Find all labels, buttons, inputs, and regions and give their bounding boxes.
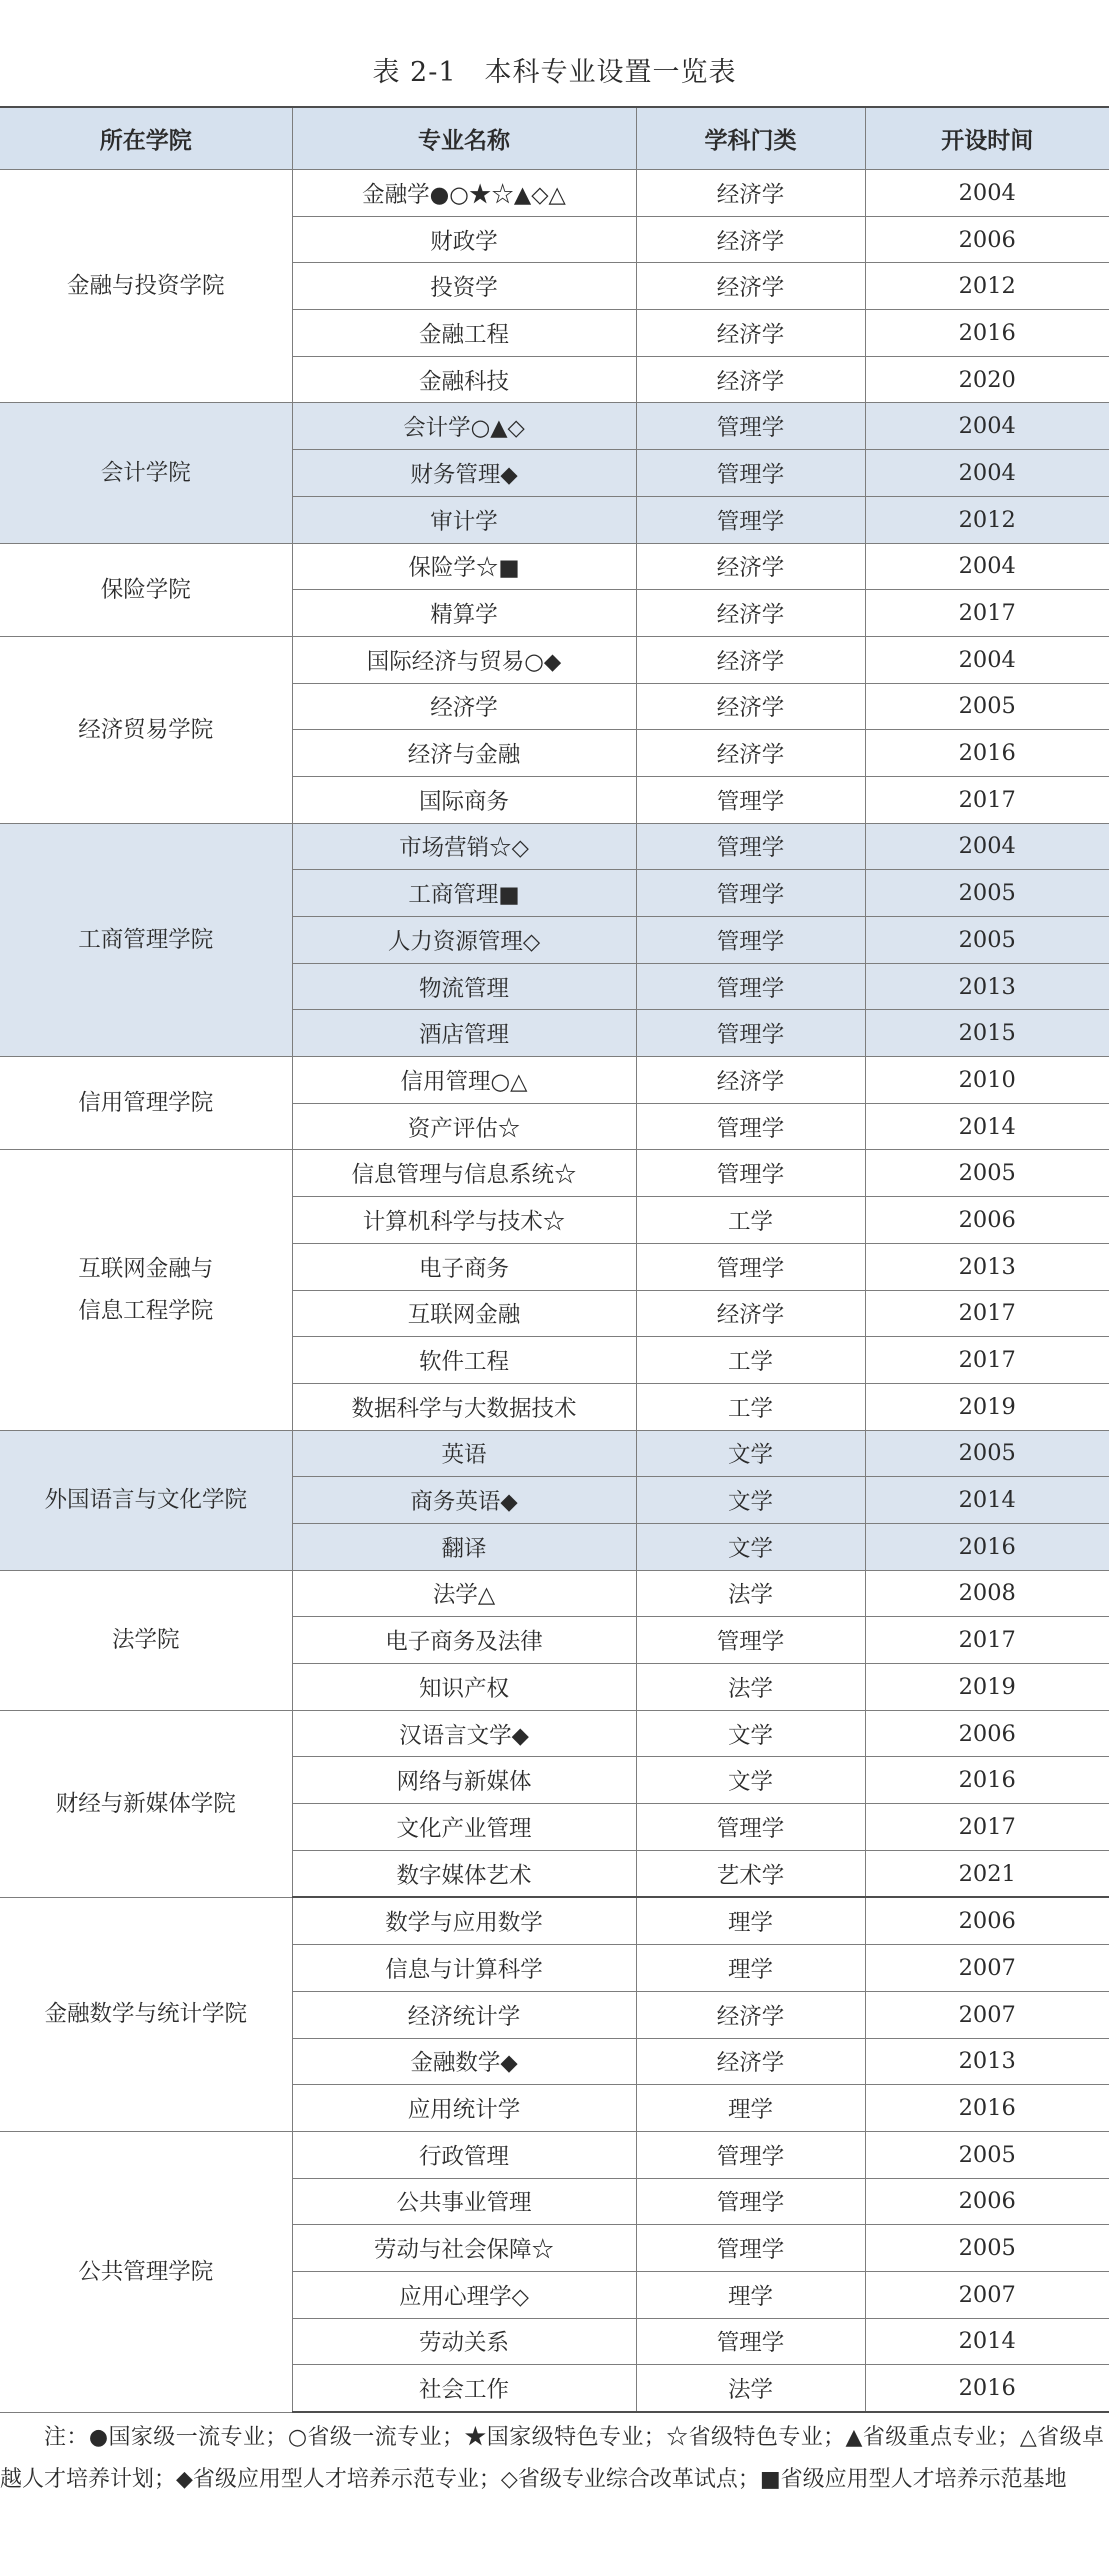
category-cell: 艺术学 (636, 1850, 865, 1897)
major-name-cell: 劳动与社会保障☆ (292, 2225, 636, 2272)
major-name-cell: 汉语言文学◆ (292, 1710, 636, 1757)
category-cell: 理学 (636, 2085, 865, 2132)
college-name-cell: 金融数学与统计学院 (0, 1897, 292, 2131)
start-year-cell: 2016 (865, 2365, 1109, 2412)
start-year-cell: 2004 (865, 403, 1109, 450)
start-year-cell: 2006 (865, 216, 1109, 263)
start-year-cell: 2006 (865, 1197, 1109, 1244)
start-year-cell: 2012 (865, 496, 1109, 543)
category-cell: 经济学 (636, 1057, 865, 1104)
start-year-cell: 2020 (865, 356, 1109, 403)
college-name-cell: 财经与新媒体学院 (0, 1710, 292, 1897)
start-year-cell: 2005 (865, 683, 1109, 730)
start-year-cell: 2005 (865, 870, 1109, 917)
category-cell: 法学 (636, 1664, 865, 1711)
table-row (0, 1430, 1109, 1477)
header-category: 学科门类 (636, 107, 865, 170)
start-year-cell: 2017 (865, 1337, 1109, 1384)
category-cell: 管理学 (636, 917, 865, 964)
major-name-cell: 金融工程 (292, 310, 636, 357)
major-name-cell: 酒店管理 (292, 1010, 636, 1057)
major-name-cell: 劳动关系 (292, 2318, 636, 2365)
category-cell: 文学 (636, 1710, 865, 1757)
major-name-cell: 信息管理与信息系统☆ (292, 1150, 636, 1197)
college-name-cell: 工商管理学院 (0, 823, 292, 1056)
college-group (0, 1150, 1109, 1430)
category-cell: 经济学 (636, 1991, 865, 2038)
table-row (0, 636, 1109, 683)
major-name-cell: 数学与应用数学 (292, 1897, 636, 1944)
start-year-cell: 2007 (865, 1945, 1109, 1992)
category-cell: 管理学 (636, 1150, 865, 1197)
college-group (0, 1057, 1109, 1150)
start-year-cell: 2016 (865, 310, 1109, 357)
college-group (0, 403, 1109, 543)
major-name-cell: 信息与计算科学 (292, 1945, 636, 1992)
category-cell: 管理学 (636, 776, 865, 823)
table-row (0, 403, 1109, 450)
major-name-cell: 金融学●○★☆▲◇△ (292, 170, 636, 217)
college-name-cell: 经济贸易学院 (0, 636, 292, 823)
category-cell: 管理学 (636, 1617, 865, 1664)
major-name-cell: 人力资源管理◇ (292, 917, 636, 964)
major-name-cell: 财务管理◆ (292, 450, 636, 497)
start-year-cell: 2014 (865, 2318, 1109, 2365)
table-footnote: 注：●国家级一流专业；○省级一流专业；★国家级特色专业；☆省级特色专业；▲省级重点专业；△省级卓越人才培养计划；◆省级应用型人才培养示范专业；◇省级专业综合改革试点；■省级应用型人才培养示范基地 (0, 2425, 1104, 2492)
table-row (0, 1150, 1109, 1197)
category-cell: 理学 (636, 2271, 865, 2318)
major-name-cell: 文化产业管理 (292, 1804, 636, 1851)
category-cell: 工学 (636, 1337, 865, 1384)
category-cell: 管理学 (636, 2225, 865, 2272)
start-year-cell: 2019 (865, 1383, 1109, 1430)
major-name-cell: 经济与金融 (292, 730, 636, 777)
start-year-cell: 2016 (865, 2085, 1109, 2132)
category-cell: 经济学 (636, 590, 865, 637)
major-name-cell: 网络与新媒体 (292, 1757, 636, 1804)
category-cell: 经济学 (636, 356, 865, 403)
major-name-cell: 数据科学与大数据技术 (292, 1383, 636, 1430)
start-year-cell: 2017 (865, 776, 1109, 823)
start-year-cell: 2007 (865, 1991, 1109, 2038)
college-name-cell: 法学院 (0, 1570, 292, 1710)
start-year-cell: 2013 (865, 1243, 1109, 1290)
category-cell: 经济学 (636, 310, 865, 357)
major-name-cell: 市场营销☆◇ (292, 823, 636, 870)
start-year-cell: 2016 (865, 1757, 1109, 1804)
table-row (0, 2131, 1109, 2178)
major-name-cell: 电子商务 (292, 1243, 636, 1290)
table-caption: 表 2-1 本科专业设置一览表 (372, 57, 737, 88)
category-cell: 文学 (636, 1757, 865, 1804)
start-year-cell: 2004 (865, 543, 1109, 590)
category-cell: 经济学 (636, 1290, 865, 1337)
college-name-cell: 信用管理学院 (0, 1057, 292, 1150)
category-cell: 理学 (636, 1897, 865, 1944)
start-year-cell: 2014 (865, 1103, 1109, 1150)
major-name-cell: 行政管理 (292, 2131, 636, 2178)
start-year-cell: 2017 (865, 590, 1109, 637)
major-name-cell: 会计学○▲◇ (292, 403, 636, 450)
start-year-cell: 2010 (865, 1057, 1109, 1104)
start-year-cell: 2013 (865, 2038, 1109, 2085)
start-year-cell: 2005 (865, 2225, 1109, 2272)
major-name-cell: 投资学 (292, 263, 636, 310)
major-name-cell: 社会工作 (292, 2365, 636, 2412)
table-row (0, 1710, 1109, 1757)
college-group (0, 1430, 1109, 1570)
category-cell: 管理学 (636, 2131, 865, 2178)
major-name-cell: 英语 (292, 1430, 636, 1477)
start-year-cell: 2004 (865, 170, 1109, 217)
start-year-cell: 2006 (865, 1710, 1109, 1757)
college-name-cell: 会计学院 (0, 403, 292, 543)
start-year-cell: 2006 (865, 1897, 1109, 1944)
major-name-cell: 公共事业管理 (292, 2178, 636, 2225)
category-cell: 经济学 (636, 2038, 865, 2085)
category-cell: 工学 (636, 1383, 865, 1430)
major-name-cell: 应用统计学 (292, 2085, 636, 2132)
start-year-cell: 2005 (865, 1430, 1109, 1477)
start-year-cell: 2016 (865, 1523, 1109, 1570)
start-year-cell: 2017 (865, 1804, 1109, 1851)
major-name-cell: 物流管理 (292, 963, 636, 1010)
start-year-cell: 2019 (865, 1664, 1109, 1711)
category-cell: 文学 (636, 1477, 865, 1524)
major-name-cell: 电子商务及法律 (292, 1617, 636, 1664)
college-group (0, 1570, 1109, 1710)
category-cell: 管理学 (636, 1103, 865, 1150)
table-row (0, 1057, 1109, 1104)
category-cell: 文学 (636, 1523, 865, 1570)
category-cell: 经济学 (636, 636, 865, 683)
category-cell: 理学 (636, 1945, 865, 1992)
table-row (0, 1897, 1109, 1944)
header-start-year: 开设时间 (865, 107, 1109, 170)
college-name-cell: 金融与投资学院 (0, 170, 292, 403)
start-year-cell: 2004 (865, 823, 1109, 870)
major-name-cell: 应用心理学◇ (292, 2271, 636, 2318)
major-name-cell: 软件工程 (292, 1337, 636, 1384)
start-year-cell: 2005 (865, 917, 1109, 964)
major-name-cell: 国际经济与贸易○◆ (292, 636, 636, 683)
major-name-cell: 资产评估☆ (292, 1103, 636, 1150)
major-name-cell: 法学△ (292, 1570, 636, 1617)
table-row (0, 823, 1109, 870)
category-cell: 经济学 (636, 730, 865, 777)
category-cell: 经济学 (636, 543, 865, 590)
category-cell: 管理学 (636, 1010, 865, 1057)
table-row (0, 1570, 1109, 1617)
category-cell: 文学 (636, 1430, 865, 1477)
college-group (0, 823, 1109, 1056)
category-cell: 管理学 (636, 403, 865, 450)
start-year-cell: 2012 (865, 263, 1109, 310)
category-cell: 管理学 (636, 496, 865, 543)
category-cell: 经济学 (636, 683, 865, 730)
major-name-cell: 数字媒体艺术 (292, 1850, 636, 1897)
start-year-cell: 2014 (865, 1477, 1109, 1524)
category-cell: 管理学 (636, 870, 865, 917)
category-cell: 管理学 (636, 1804, 865, 1851)
major-name-cell: 翻译 (292, 1523, 636, 1570)
start-year-cell: 2007 (865, 2271, 1109, 2318)
major-name-cell: 保险学☆■ (292, 543, 636, 590)
major-name-cell: 财政学 (292, 216, 636, 263)
college-name-cell: 互联网金融与 信息工程学院 (0, 1150, 292, 1430)
start-year-cell: 2005 (865, 2131, 1109, 2178)
college-group (0, 2131, 1109, 2412)
start-year-cell: 2008 (865, 1570, 1109, 1617)
table-header-row (0, 107, 1109, 170)
major-name-cell: 互联网金融 (292, 1290, 636, 1337)
start-year-cell: 2004 (865, 636, 1109, 683)
major-name-cell: 知识产权 (292, 1664, 636, 1711)
start-year-cell: 2005 (865, 1150, 1109, 1197)
category-cell: 管理学 (636, 1243, 865, 1290)
start-year-cell: 2013 (865, 963, 1109, 1010)
start-year-cell: 2006 (865, 2178, 1109, 2225)
category-cell: 管理学 (636, 2178, 865, 2225)
college-name-cell: 外国语言与文化学院 (0, 1430, 292, 1570)
category-cell: 管理学 (636, 963, 865, 1010)
college-group (0, 1710, 1109, 1897)
major-name-cell: 工商管理■ (292, 870, 636, 917)
category-cell: 经济学 (636, 170, 865, 217)
majors-table (0, 106, 1109, 2413)
header-college: 所在学院 (0, 107, 292, 170)
start-year-cell: 2017 (865, 1617, 1109, 1664)
major-name-cell: 审计学 (292, 496, 636, 543)
start-year-cell: 2017 (865, 1290, 1109, 1337)
category-cell: 工学 (636, 1197, 865, 1244)
college-group (0, 636, 1109, 823)
start-year-cell: 2015 (865, 1010, 1109, 1057)
category-cell: 管理学 (636, 2318, 865, 2365)
category-cell: 法学 (636, 2365, 865, 2412)
major-name-cell: 金融科技 (292, 356, 636, 403)
college-group (0, 543, 1109, 636)
major-name-cell: 信用管理○△ (292, 1057, 636, 1104)
college-name-cell: 公共管理学院 (0, 2131, 292, 2412)
major-name-cell: 经济统计学 (292, 1991, 636, 2038)
category-cell: 管理学 (636, 823, 865, 870)
start-year-cell: 2016 (865, 730, 1109, 777)
table-row (0, 543, 1109, 590)
header-major-name: 专业名称 (292, 107, 636, 170)
college-group (0, 170, 1109, 403)
college-name-cell: 保险学院 (0, 543, 292, 636)
table-row (0, 170, 1109, 217)
major-name-cell: 金融数学◆ (292, 2038, 636, 2085)
start-year-cell: 2004 (865, 450, 1109, 497)
major-name-cell: 商务英语◆ (292, 1477, 636, 1524)
major-name-cell: 精算学 (292, 590, 636, 637)
major-name-cell: 国际商务 (292, 776, 636, 823)
category-cell: 管理学 (636, 450, 865, 497)
major-name-cell: 计算机科学与技术☆ (292, 1197, 636, 1244)
category-cell: 法学 (636, 1570, 865, 1617)
major-name-cell: 经济学 (292, 683, 636, 730)
category-cell: 经济学 (636, 263, 865, 310)
category-cell: 经济学 (636, 216, 865, 263)
start-year-cell: 2021 (865, 1850, 1109, 1897)
college-group (0, 1897, 1109, 2131)
